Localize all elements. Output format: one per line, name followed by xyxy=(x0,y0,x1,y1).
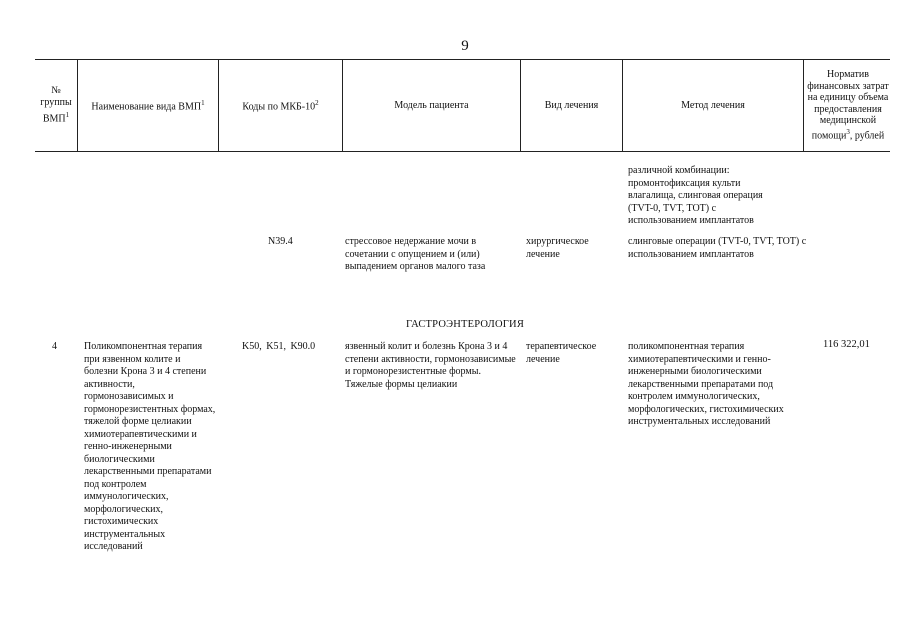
header-patient-model xyxy=(343,60,520,151)
header-group-number-footnote: 1 xyxy=(65,111,70,120)
section-title: ГАСТРОЭНТЕРОЛОГИЯ xyxy=(405,319,525,330)
header-divider xyxy=(803,59,804,152)
page-number: 9 xyxy=(461,38,469,54)
header-bottom-rule xyxy=(35,151,890,152)
header-cost-norm xyxy=(806,60,890,151)
g4-number: 4 xyxy=(52,341,57,352)
g4-icd-codes: K50, K51, K90.0 xyxy=(242,341,316,352)
header-cost-norm-unit: , рублей xyxy=(849,130,885,142)
header-icd-codes-text: Коды по МКБ-10 xyxy=(242,101,316,113)
header-icd-codes-footnote: 2 xyxy=(315,99,319,108)
header-patient-model-text: Модель пациента xyxy=(394,99,469,111)
header-vmp-name-footnote: 1 xyxy=(201,99,205,108)
g4-patient-model: язвенный колит и болезнь Крона 3 и 4 степени активности, гормонозависимые и гормонорезистентные формы. Тяжелые формы целиакии xyxy=(345,341,516,390)
g4-cost: 116 322,01 xyxy=(823,339,870,350)
n39-code: N39.4 xyxy=(268,236,293,247)
n39-treatment-method: слинговые операции (TVT-0, TVT, TOT) с использованием имплантатов xyxy=(628,236,807,260)
header-group-number-text: № группы ВМП xyxy=(40,85,72,125)
header-treatment-method-text: Метод лечения xyxy=(681,99,745,111)
header-treatment-type xyxy=(521,60,622,151)
header-treatment-type-text: Вид лечения xyxy=(544,99,599,111)
header-group-number xyxy=(35,60,77,151)
g4-treatment-method: поликомпонентная терапия химиотерапевтическими и генно-инженерными биологическими лекарственными препаратами под контролем иммунологических, морфологических, гистохимических инструментальных исследований xyxy=(628,341,784,427)
header-icd-codes xyxy=(219,60,342,151)
g4-treatment-type: терапевтическое лечение xyxy=(526,341,597,365)
n39-patient-model: стрессовое недержание мочи в сочетании с опущением и (или) выпадением органов малого таза xyxy=(345,236,486,272)
header-cost-norm-footnote: 3 xyxy=(846,127,850,136)
header-treatment-method xyxy=(623,60,803,151)
continued-method-text: различной комбинации: промонтофиксация культи влагалища, слинговая операция (TVT-0, TVT, TOT) с использованием имплантатов xyxy=(628,165,763,226)
n39-treatment-type: хирургическое лечение xyxy=(526,236,589,260)
header-vmp-name xyxy=(78,60,218,151)
header-cost-norm-text: Норматив финансовых затрат на единицу объема предоставления медицинской помощи xyxy=(807,69,889,142)
header-vmp-name-text: Наименование вида ВМП xyxy=(91,101,202,113)
g4-vmp-name: Поликомпонентная терапия при язвенном колите и болезни Крона 3 и 4 степени активности, гормонозависимых и гормонорезистентных формах, тяжелой форме целиакии химиотерапевтическими и генно-инженерными биологическими лекарственными препаратами под контролем иммунологических, морфологических, гистохимических инструментальных исследований xyxy=(84,341,216,552)
